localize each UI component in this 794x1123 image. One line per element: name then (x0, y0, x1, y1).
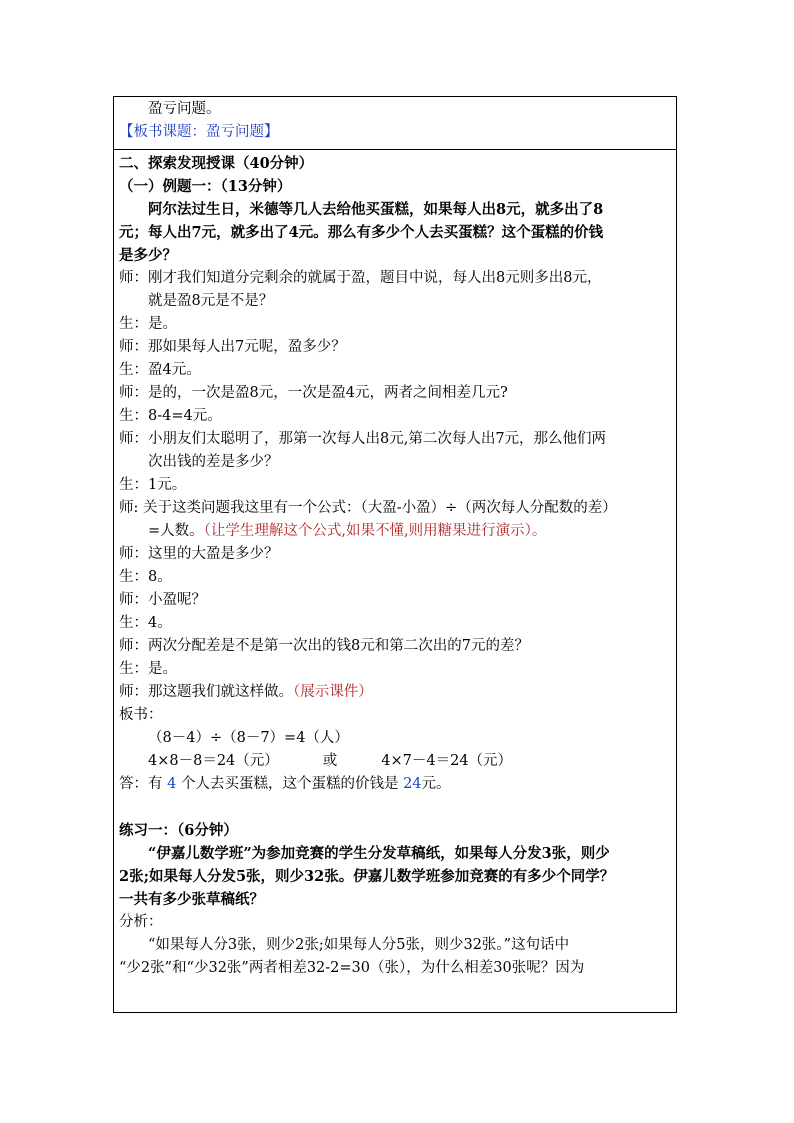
formula-result: =人数。 (148, 523, 204, 539)
courseware-note: （展示课件） (293, 684, 373, 700)
teaching-note: （让学生理解这个公式,如果不懂,则用糖果进行演示）。 (203, 523, 547, 539)
dialog-line: 次出钱的差是多少？ (148, 454, 279, 470)
board-formula-2a: 4×8－8＝24（元） (148, 753, 279, 769)
exercise-problem-line: “伊嘉儿数学班”为参加竞赛的学生分发草稿纸，如果每人分发3张，则少 (148, 845, 610, 862)
formula-result-line (119, 520, 671, 543)
answer-suffix: 元。 (421, 776, 451, 792)
dialog-line: 生：4。 (119, 615, 172, 631)
board-label: 板书： (119, 707, 163, 723)
board-title: 【板书课题：盈亏问题】 (119, 124, 279, 140)
dialog-line: 生：8。 (119, 569, 172, 585)
answer-price: 24 (403, 776, 422, 792)
exercise-problem-line: 2张;如果每人分发5张，则少32张。伊嘉儿数学班参加竞赛的有多少个同学？ (119, 868, 615, 885)
board-or: 或 (322, 753, 338, 769)
dialog-line: 师：那如果每人出7元呢，盈多少？ (119, 339, 346, 355)
answer-line (119, 773, 671, 796)
dialog-line: 生：盈4元。 (119, 362, 201, 378)
answer-mid: 个人去买蛋糕，这个蛋糕的价钱是 (180, 776, 399, 792)
formula-line: 师: 关于这类问题我这里有一个公式：（大盈-小盈）÷（两次每人分配数的差） (119, 500, 617, 516)
main-cell (119, 152, 671, 980)
dialog-line: 生：是。 (119, 661, 177, 677)
dialog-line: 生：是。 (119, 316, 177, 332)
do-it-line (119, 681, 671, 704)
board-formula-2b: 4×7－4＝24（元） (381, 753, 513, 769)
answer-prefix: 答：有 (119, 776, 163, 792)
exercise1-heading: 练习一：（6分钟） (119, 822, 238, 839)
board-formula-2 (119, 750, 671, 773)
dialog-line: 师：小盈呢？ (119, 592, 206, 608)
dialog-line: 就是盈8元是不是？ (148, 293, 274, 309)
problem-line: 是多少？ (119, 247, 177, 264)
example1-heading: （一）例题一：（13分钟） (119, 178, 292, 195)
section-heading: 二、探索发现授课（40分钟） (119, 155, 314, 172)
analysis-label: 分析： (119, 914, 163, 930)
analysis-line: “如果每人分3张，则少2张;如果每人分5张，则少32张。”这句话中 (148, 937, 570, 953)
problem-line: 元；每人出7元，就多出了4元。那么有多少个人去买蛋糕？这个蛋糕的价钱 (119, 224, 604, 241)
answer-people: 4 (167, 776, 177, 792)
board-formula-1: （8－4）÷（8－7）=4（人） (148, 730, 349, 746)
top-cell (119, 98, 671, 144)
analysis-line: “少2张”和“少32张”两者相差32-2=30（张），为什么相差30张呢？因为 (119, 960, 585, 976)
dialog-line: 师：小朋友们太聪明了，那第一次每人出8元,第二次每人出7元，那么他们两 (119, 431, 607, 447)
dialog-line: 生：8-4=4元。 (119, 408, 222, 424)
intro-line: 盈亏问题。 (148, 101, 221, 117)
exercise-problem-line: 一共有多少张草稿纸？ (119, 891, 264, 908)
table-row-divider (113, 149, 677, 150)
dialog-line: 师：刚才我们知道分完剩余的就属于盈，题目中说，每人出8元则多出8元， (119, 270, 602, 286)
do-it-text: 师：那这题我们就这样做。 (119, 684, 293, 700)
dialog-line: 师：两次分配差是不是第一次出的钱8元和第二次出的7元的差？ (119, 638, 529, 654)
dialog-line: 生：1元。 (119, 477, 187, 493)
dialog-line: 师：这里的大盈是多少？ (119, 546, 279, 562)
dialog-line: 师：是的，一次是盈8元，一次是盈4元，两者之间相差几元? (119, 385, 508, 401)
problem-line: 阿尔法过生日，米德等几人去给他买蛋糕，如果每人出8元，就多出了8 (148, 201, 604, 218)
